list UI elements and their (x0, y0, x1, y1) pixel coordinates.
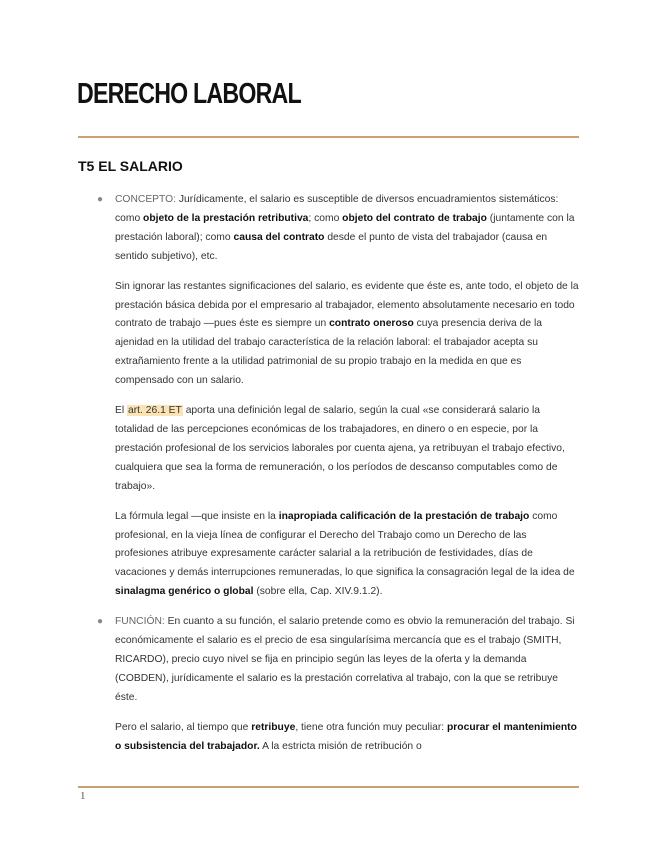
concepto-label: CONCEPTO: (115, 194, 177, 205)
text-run: Sin ignorar las restantes significaciones del salario, es evidente que éste es, ante todo, el objeto de la prestación básica debida por el empresario al trabajador, elemento absolutamente necesario en todo contrato de trabajo —pues éste es siempre un (115, 280, 579, 330)
text-run: En cuanto a su función, el salario pretende como es obvio la remuneración del trabajo. Si económicamente el salario es el precio de esa singularísima mercancía que es el trabajo (SMITH, RICARDO), precio cuyo nivel se fija en principio según las leyes de la oferta y la demanda (COBDEN), jurídicamente el salario es la prestación correlativa al trabajo, con la que se retribuye éste. (115, 616, 575, 703)
text-run: , tiene otra función muy peculiar: (295, 721, 447, 733)
text-run: Pero el salario, al tiempo que (115, 721, 252, 733)
text-run: El (115, 405, 128, 417)
list-item-funcion (97, 613, 580, 756)
bold-term: retribuye (251, 721, 296, 733)
concepto-paragraph-3 (115, 402, 580, 497)
text-run: cuya presencia deriva de la ajenidad en la utilidad del trabajo característica de la relación laboral: el trabajador acepta su extrañamiento frente a la utilidad patrimonial de su propio trabajo en la medida en que es compensado con un salario. (115, 318, 542, 387)
bold-term: contrato oneroso (329, 318, 414, 330)
list-item-concepto (97, 191, 580, 602)
bullet-icon: ● (97, 616, 104, 628)
text-run: (sobre ella, Cap. XIV.9.1.2). (253, 586, 383, 598)
bold-term: inapropiada calificación de la prestación de trabajo (278, 510, 530, 522)
text-run: desde el punto de vista del trabajador (causa en sentido subjetivo), etc. (115, 231, 548, 262)
text-run: A la estricta misión de retribución o (259, 740, 422, 752)
highlighted-reference: art. 26.1 ET (128, 405, 182, 417)
concepto-paragraph-4 (115, 508, 580, 603)
bold-term: procurar el mantenimiento o subsistencia del trabajador. (115, 721, 577, 752)
footer-divider (78, 786, 579, 788)
bold-term: objeto de la prestación retributiva (143, 212, 309, 224)
title-divider (78, 136, 579, 138)
bold-term: objeto del contrato de trabajo (342, 212, 487, 224)
page-number: 1 (80, 790, 86, 802)
text-run: La fórmula legal —que insiste en la (115, 510, 279, 522)
bullet-icon: ● (97, 194, 104, 205)
bold-term: sinalagma genérico o global (115, 586, 254, 598)
text-run: (juntamente con la prestación laboral); como (115, 212, 575, 243)
text-run: como profesional, en la vieja línea de configurar el Derecho del Trabajo como un Derecho de las profesiones atribuye expresamente carácter salarial a la retribución de festividades, días de vacaciones y demás interrupciones remuneradas, lo que significa la consagración legal de la idea de (115, 510, 575, 579)
funcion-paragraph-1 (115, 613, 580, 708)
text-run: Jurídicamente, el salario es susceptible de diversos encuadramientos sistemáticos: como (115, 194, 559, 224)
funcion-paragraph-2 (115, 719, 580, 757)
section-title: T5 EL SALARIO (78, 158, 183, 174)
bold-term: causa del contrato (233, 231, 325, 243)
text-run: ; como (308, 212, 343, 224)
document-body (97, 191, 580, 756)
text-run: aporta una definición legal de salario, según la cual «se considerará salario la totalidad de las percepciones económicas de los trabajadores, en dinero o en especie, por la prestación profesional de los servicios laborales por cuenta ajena, ya retribuyan el trabajo efectivo, cualquiera que sea la forma de remuneración, o los períodos de descanso computables como de trabajo». (115, 405, 565, 492)
page-title: DERECHO LABORAL (77, 78, 301, 110)
concepto-paragraph-2 (115, 278, 580, 391)
concepto-paragraph-1 (115, 191, 580, 267)
funcion-label: FUNCIÓN: (115, 616, 165, 628)
